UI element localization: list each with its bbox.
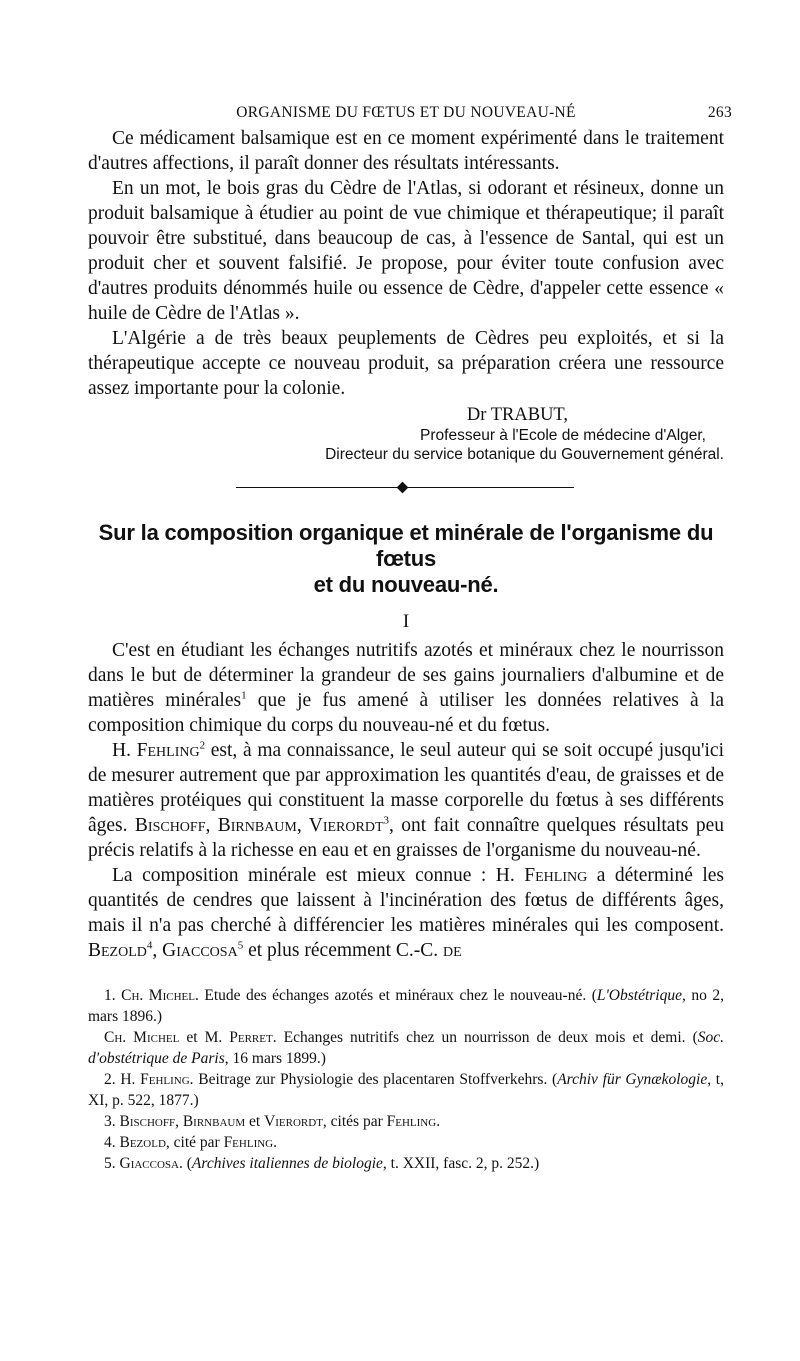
- footnote: [88, 1153, 724, 1174]
- article-title: [88, 520, 724, 598]
- author-name: de: [443, 940, 462, 961]
- journal-title: Soc. d'obstétrique de Paris: [88, 1029, 724, 1067]
- text-run: , cités par: [322, 1113, 387, 1130]
- text-run: H.: [112, 740, 137, 761]
- footnote-ref: 2: [199, 739, 206, 752]
- footnote: [88, 1132, 724, 1153]
- diamond-ornament-icon: [397, 482, 409, 494]
- author-name: Bezold: [119, 1134, 166, 1151]
- text-run: et: [245, 1113, 265, 1130]
- author-name: Vierordt: [264, 1113, 323, 1130]
- running-head: [88, 100, 732, 126]
- footnote: [88, 985, 724, 1027]
- text-run: et M.: [179, 1029, 230, 1046]
- author-name: Bischoff, Birnbaum, Vierordt: [134, 815, 384, 836]
- footnote: [88, 1111, 724, 1132]
- footnote-number: 1.: [104, 987, 122, 1004]
- author-name: Perret: [229, 1029, 273, 1046]
- author-name: Bezold: [88, 940, 147, 961]
- text-run: , 16 mars 1899.): [224, 1050, 326, 1067]
- text-run: ,: [152, 940, 163, 961]
- paragraph: En un mot, le bois gras du Cèdre de l'Atlas, si odorant et résineux, donne un produit balsamique à étudier au point de vue chimique et thérapeutique; il paraît pouvoir être substitué, dans beaucoup de cas, à l'essence de Santal, qui est un produit cher et souvent falsifié. Je propose, pour éviter toute confusion avec d'autres produits dénommés huile ou essence de Cèdre, d'appeler cette essence « huile de Cèdre de l'Atlas ».: [88, 178, 724, 324]
- article-title-line: Sur la composition organique et minérale de l'organisme du fœtus: [98, 520, 714, 571]
- author-name: Fehling: [140, 1071, 190, 1088]
- text-run: C'est en étudiant les échanges nutritifs azotés et minéraux chez le nourrisson dans le but de déterminer la grandeur de ses gains journaliers d'albumine et de matières minérales: [88, 640, 724, 711]
- article-title-line: et du nouveau-né.: [313, 572, 499, 597]
- author-name: Fehling: [386, 1113, 437, 1130]
- footnote-number: 5.: [104, 1155, 120, 1172]
- signature-title: Directeur du service botanique du Gouvernement général.: [325, 446, 724, 463]
- footnote-ref: 4: [146, 939, 153, 952]
- footnote: [88, 1069, 724, 1111]
- text-run: est, à ma connaissance, le seul auteur qui se soit occupé jusqu'ici de mesurer autrement que par approximation les quantités d'eau, de graisses et de matières protéiques qui constituent la masse corporelle du fœtus à ses différents âges.: [88, 740, 724, 836]
- author-name: Fehling: [524, 865, 588, 886]
- text-run: La composition minérale est mieux connue : H.: [112, 865, 525, 886]
- text-run: .: [436, 1113, 441, 1130]
- footnote-ref: 5: [237, 939, 244, 952]
- text-run: . Beitrage zur Physiologie des placentaren Stoffverkehrs. (: [189, 1071, 558, 1088]
- text-run: . Echanges nutritifs chez un nourrisson de deux mois et demi. (: [272, 1029, 698, 1046]
- running-title: ORGANISME DU FŒTUS ET DU NOUVEAU-NÉ: [236, 104, 576, 121]
- text-run: , t, XI, p. 522, 1877.): [88, 1071, 724, 1109]
- author-name: Bischoff, Birnbaum: [119, 1113, 246, 1130]
- section-divider: [236, 482, 574, 494]
- footnote-number: 3.: [104, 1113, 120, 1130]
- text-run: et plus récemment C.-C.: [243, 940, 444, 961]
- journal-title: L'Obstétrique: [596, 987, 682, 1004]
- footnote-ref: 1: [241, 689, 247, 702]
- footnote-ref: 3: [383, 814, 389, 827]
- page: [88, 100, 732, 1174]
- text-run: , ont fait connaître quelques résultats peu précis relatifs à la richesse en eau et en graisses de l'organisme du nouveau-né.: [88, 815, 724, 861]
- author-name: Ch. Michel: [121, 987, 195, 1004]
- signature-block: [88, 404, 724, 464]
- author-name: Giaccosa: [119, 1155, 179, 1172]
- page-number: 263: [707, 104, 732, 121]
- text-run: que je fus amené à utiliser les données relatives à la composition chimique du corps du nouveau-né et du fœtus.: [88, 690, 724, 736]
- paragraph: [88, 638, 724, 738]
- text-run: , cité par: [165, 1134, 224, 1151]
- text-run: , t. XXII, fasc. 2, p. 252.): [382, 1155, 540, 1172]
- text-run: , no 2, mars 1896.): [88, 987, 725, 1025]
- signature-title: Professeur à l'Ecole de médecine d'Alger,: [420, 427, 706, 444]
- author-name: Giaccosa: [162, 940, 238, 961]
- journal-title: Archives italiennes de biologie: [191, 1155, 383, 1172]
- footnote-number: 2. H.: [104, 1071, 141, 1088]
- text-run: a déterminé les quantités de cendres que laissent à l'incinération des fœtus de différents âges, mais il n'a pas cherché à différencier les matières minérales qui les composent.: [88, 865, 725, 936]
- signature-name: Dr TRABUT,: [466, 405, 568, 425]
- author-name: Fehling: [223, 1134, 274, 1151]
- journal-title: Archiv für Gynækologie: [557, 1071, 708, 1088]
- text-run: . Etude des échanges azotés et minéraux chez le nouveau-né. (: [194, 987, 597, 1004]
- footnote-number: 4.: [104, 1134, 120, 1151]
- text-run: . (: [178, 1155, 192, 1172]
- paragraph: Ce médicament balsamique est en ce moment expérimenté dans le traitement d'autres affections, il paraît donner des résultats intéressants.: [88, 128, 724, 174]
- footnotes: [88, 985, 724, 1174]
- author-name: Fehling: [136, 740, 200, 761]
- section-number: I: [402, 611, 410, 632]
- paragraph: [88, 863, 724, 963]
- previous-article-body: [88, 126, 724, 401]
- paragraph: L'Algérie a de très beaux peuplements de Cèdres peu exploités, et si la thérapeutique accepte ce nouveau produit, sa préparation créera une ressource assez importante pour la colonie.: [88, 328, 724, 399]
- paragraph: [88, 738, 724, 863]
- author-name: Ch. Michel: [104, 1029, 180, 1046]
- footnote: [88, 1027, 724, 1069]
- article-body: [88, 638, 724, 963]
- text-run: .: [273, 1134, 277, 1151]
